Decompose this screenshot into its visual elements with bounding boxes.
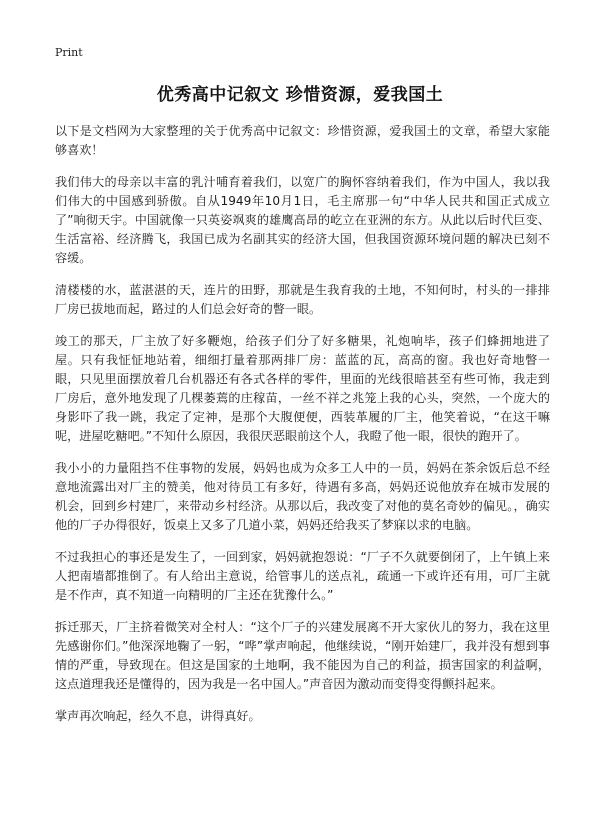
article-title: 优秀高中记叙文 珍惜资源，爱我国土 <box>156 85 444 105</box>
paragraph: 竣工的那天，厂主放了好多鞭炮，给孩子们分了好多糖果，礼炮响毕，孩子们蜂拥地进了屋。只有我怔怔地站着，细细打量着那两排厂房：蓝蓝的瓦，高高的窗。我也好奇地瞥一眼，只见里面摆放着几台机器还有各式各样的零件，里面的光线很暗甚至有些可怖，我走到厂房后，意外地发现了几棵萎蔫的庄稼苗，一丝不祥之兆笼上我的心头，突然，一个庞大的身影吓了我一跳，我定了定神，是那个大腹便便，西装革履的厂主，他笑着说，“在这干嘛呢，进屋吃糖吧。”不知什么原因，我很厌恶眼前这个人，我瞪了他一眼，很快的跑开了。 <box>55 334 550 443</box>
paragraph: 不过我担心的事还是发生了，一回到家，妈妈就抱怨说：“厂子不久就要倒闭了，上午镇上来人把南墙都推倒了。有人给出主意说，给管事儿的送点礼，疏通一下或许还有用，可厂主就是不作声，真不知道一向精明的厂主还在犹豫什么。” <box>55 550 550 602</box>
print-link[interactable]: Print <box>55 46 83 59</box>
paragraph: 清楼楼的水，蓝湛湛的天，连片的田野，那就是生我育我的土地，不知何时，村头的一排排厂房已拔地而起，路过的人们总会好奇的瞥一眼。 <box>55 283 550 316</box>
article-body <box>55 122 550 739</box>
paragraph: 拆迁那天，厂主挤着微笑对全村人：“这个厂子的兴建发展离不开大家伙儿的努力，我在这里先感谢你们。”他深深地鞠了一躬，“哗”掌声响起，他继续说，“刚开始建厂，我并没有想到事情的严重，导致现在。但这是国家的土地啊，我不能因为自己的利益，损害国家的利益啊，这点道理我还是懂得的，因为我是一名中国人。”声音因为激动而变得变得颤抖起来。 <box>55 620 550 691</box>
paragraph: 我们伟大的母亲以丰富的乳汁哺育着我们，以宽广的胸怀容纳着我们，作为中国人，我以我们伟大的中国感到骄傲。自从1949年10月1日，毛主席那一句“中华人民共和国正式成立了”响彻天宇。中国就像一只英姿飒爽的雄鹰高昂的屹立在亚洲的东方。从此以后时代巨变、生活富裕、经济腾飞，我国已成为名副其实的经济大国，但我国资源环境问题的解决已刻不容缓。 <box>55 175 550 265</box>
intro-paragraph: 以下是文档网为大家整理的关于优秀高中记叙文：珍惜资源，爱我国土的文章，希望大家能够喜欢！ <box>55 124 550 157</box>
paragraph: 我小小的力量阻挡不住事物的发展，妈妈也成为众多工人中的一员，妈妈在茶余饭后总不经意地流露出对厂主的赞美，他对待员工有多好，待遇有多高，妈妈还说他放弃在城市发展的机会，回到乡村建厂，来带动乡村经济。从那以后，我改变了对他的莫名奇妙的偏见。，确实他的厂子办得很好，饭桌上又多了几道小菜，妈妈还给我买了梦寐以求的电脑。 <box>55 461 550 532</box>
closing-paragraph: 掌声再次响起，经久不息，讲得真好。 <box>55 709 261 723</box>
